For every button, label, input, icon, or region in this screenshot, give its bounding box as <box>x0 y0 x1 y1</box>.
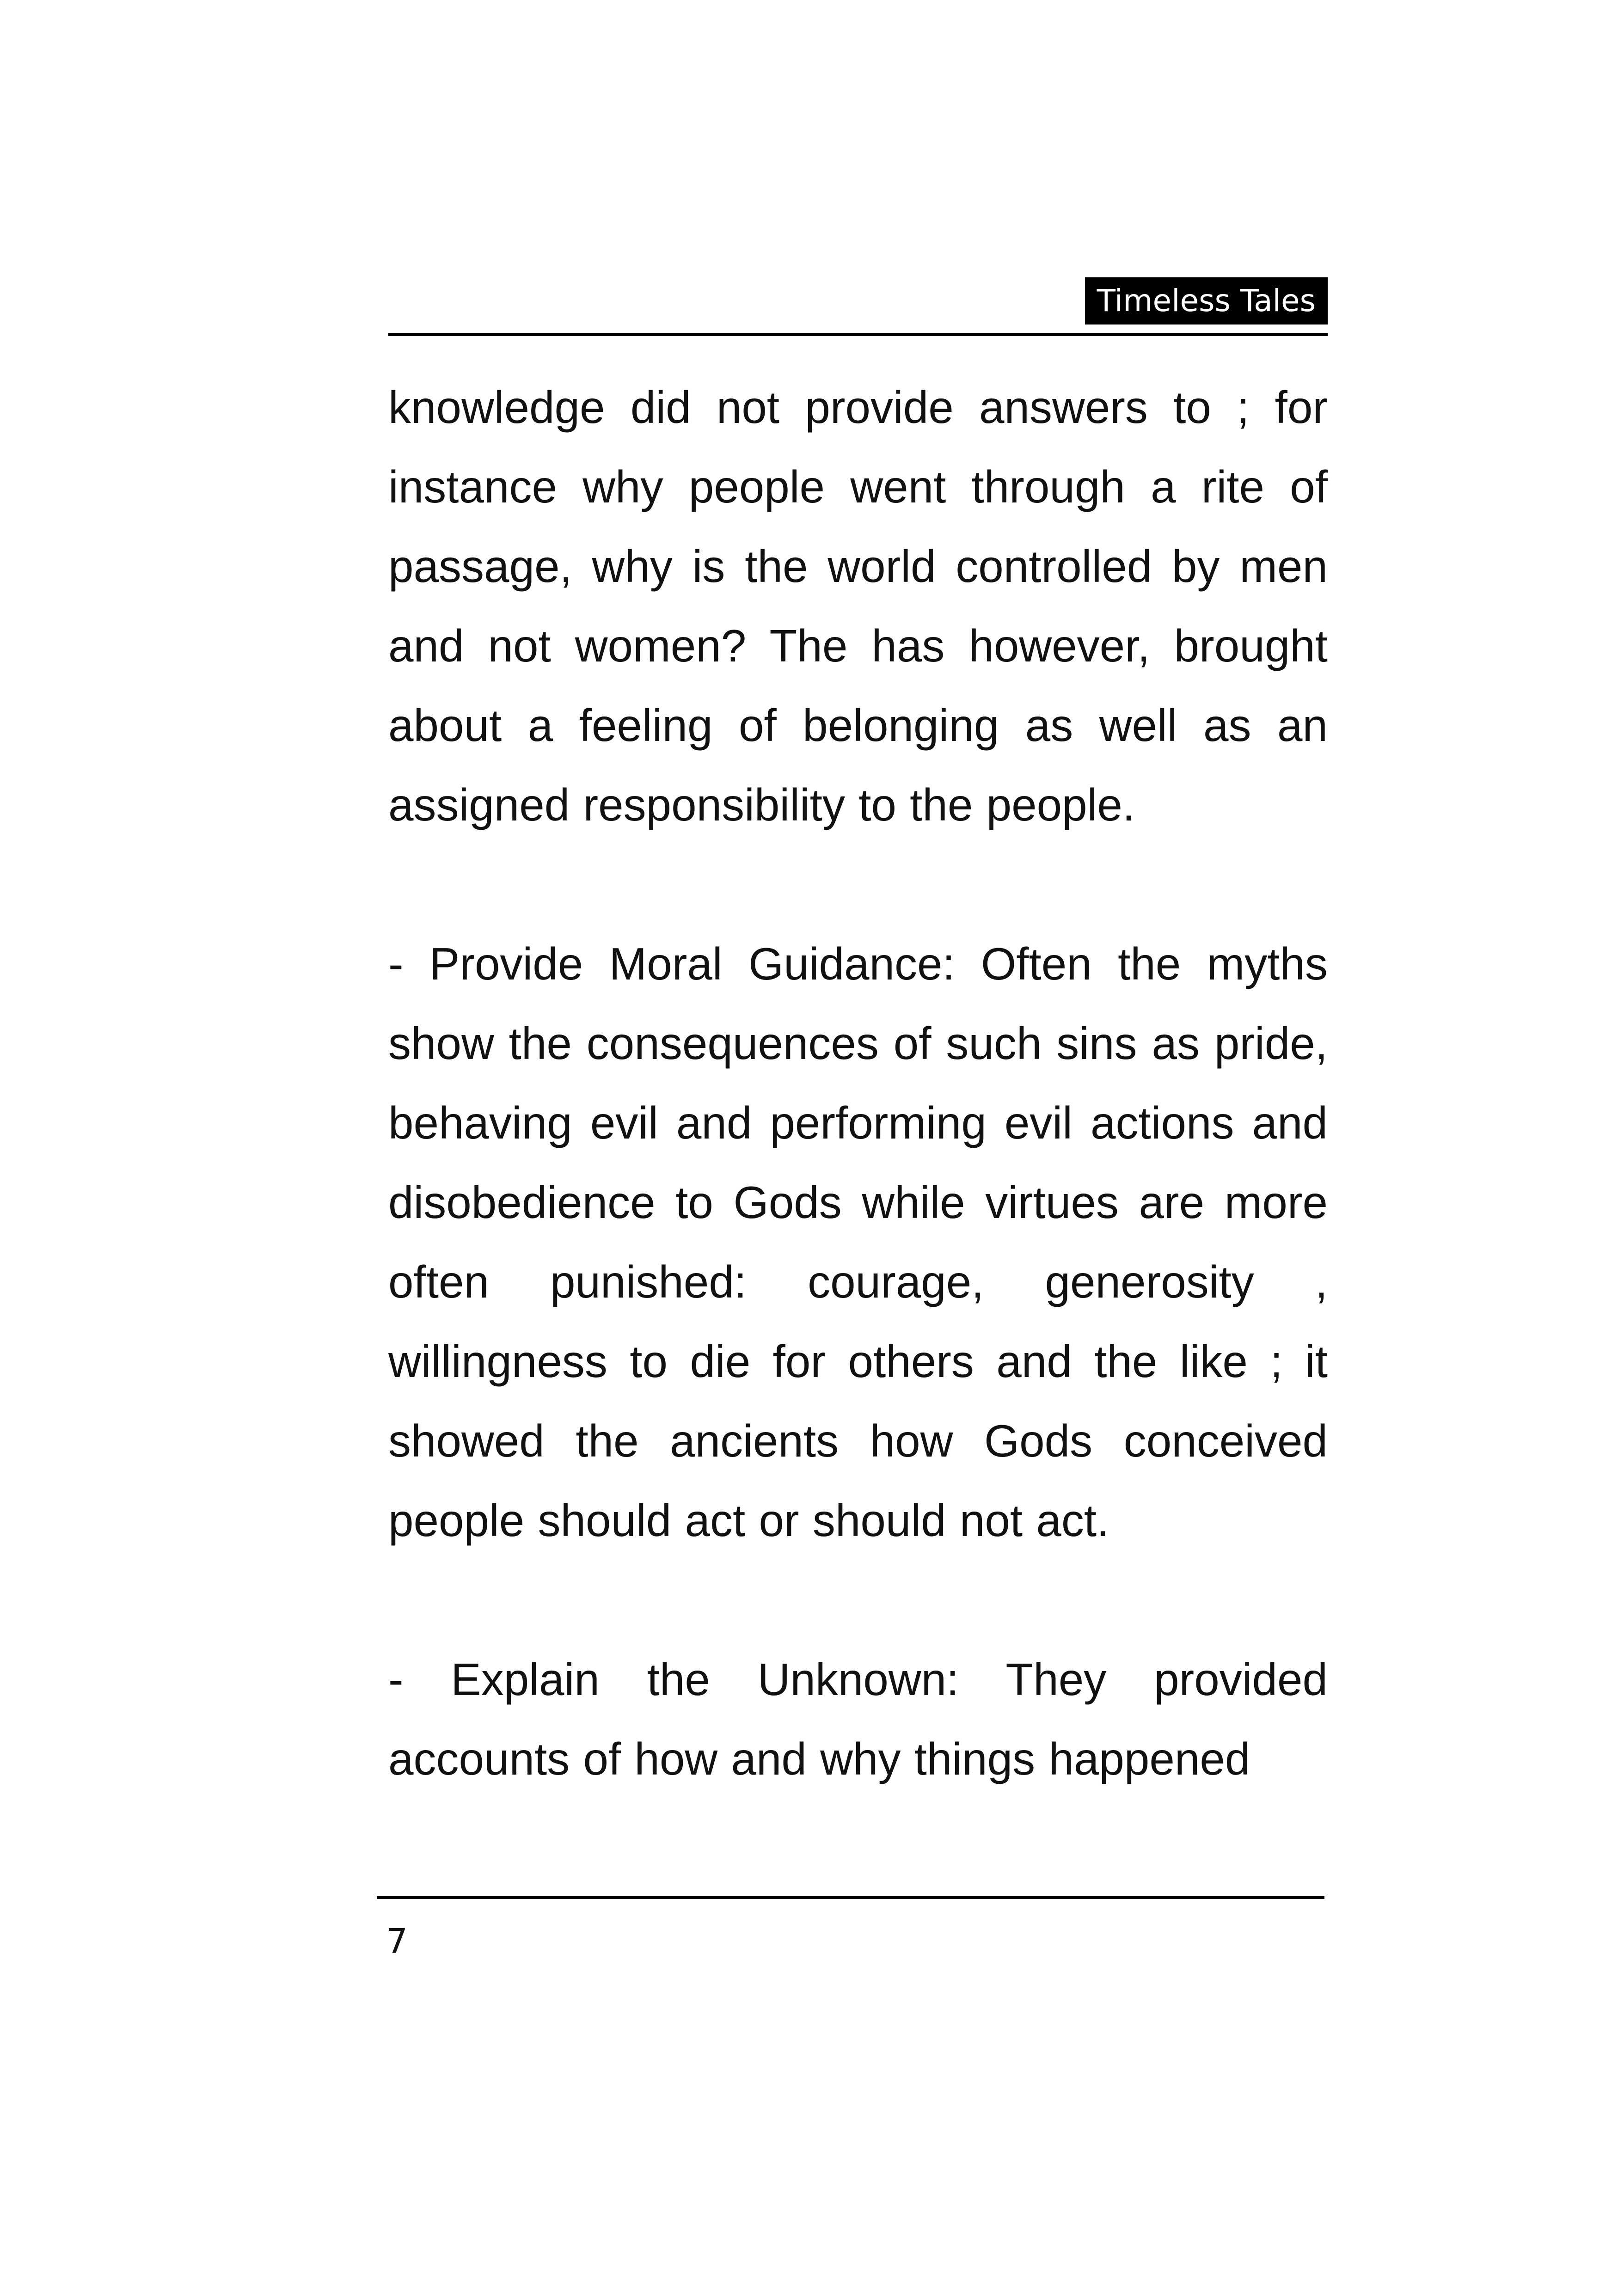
page-number: 7 <box>386 1922 408 1961</box>
paragraph-3: - Explain the Unknown: They provided accounts of how and why things happened <box>388 1654 1328 1784</box>
body-text <box>388 367 1328 1799</box>
paragraph-1: knowledge did not provide answers to ; for instance why people went through a rite of passage, why is the world controlled by men and not women? The has however, brought about a feeling of belonging as well as an assigned responsibility to the people. <box>388 382 1328 830</box>
running-header-title: Timeless Tales <box>1085 277 1328 325</box>
paragraph-2: - Provide Moral Guidance: Often the myths show the consequences of such sins as pride, behaving evil and performing evil actions and disobedience to Gods while virtues are more often punished: courage, generosity , willingness to die for others and the like ; it showed the ancients how Gods conceived people should act or should not act. <box>388 938 1328 1546</box>
header-rule <box>388 333 1328 336</box>
footer-rule <box>377 1896 1324 1899</box>
